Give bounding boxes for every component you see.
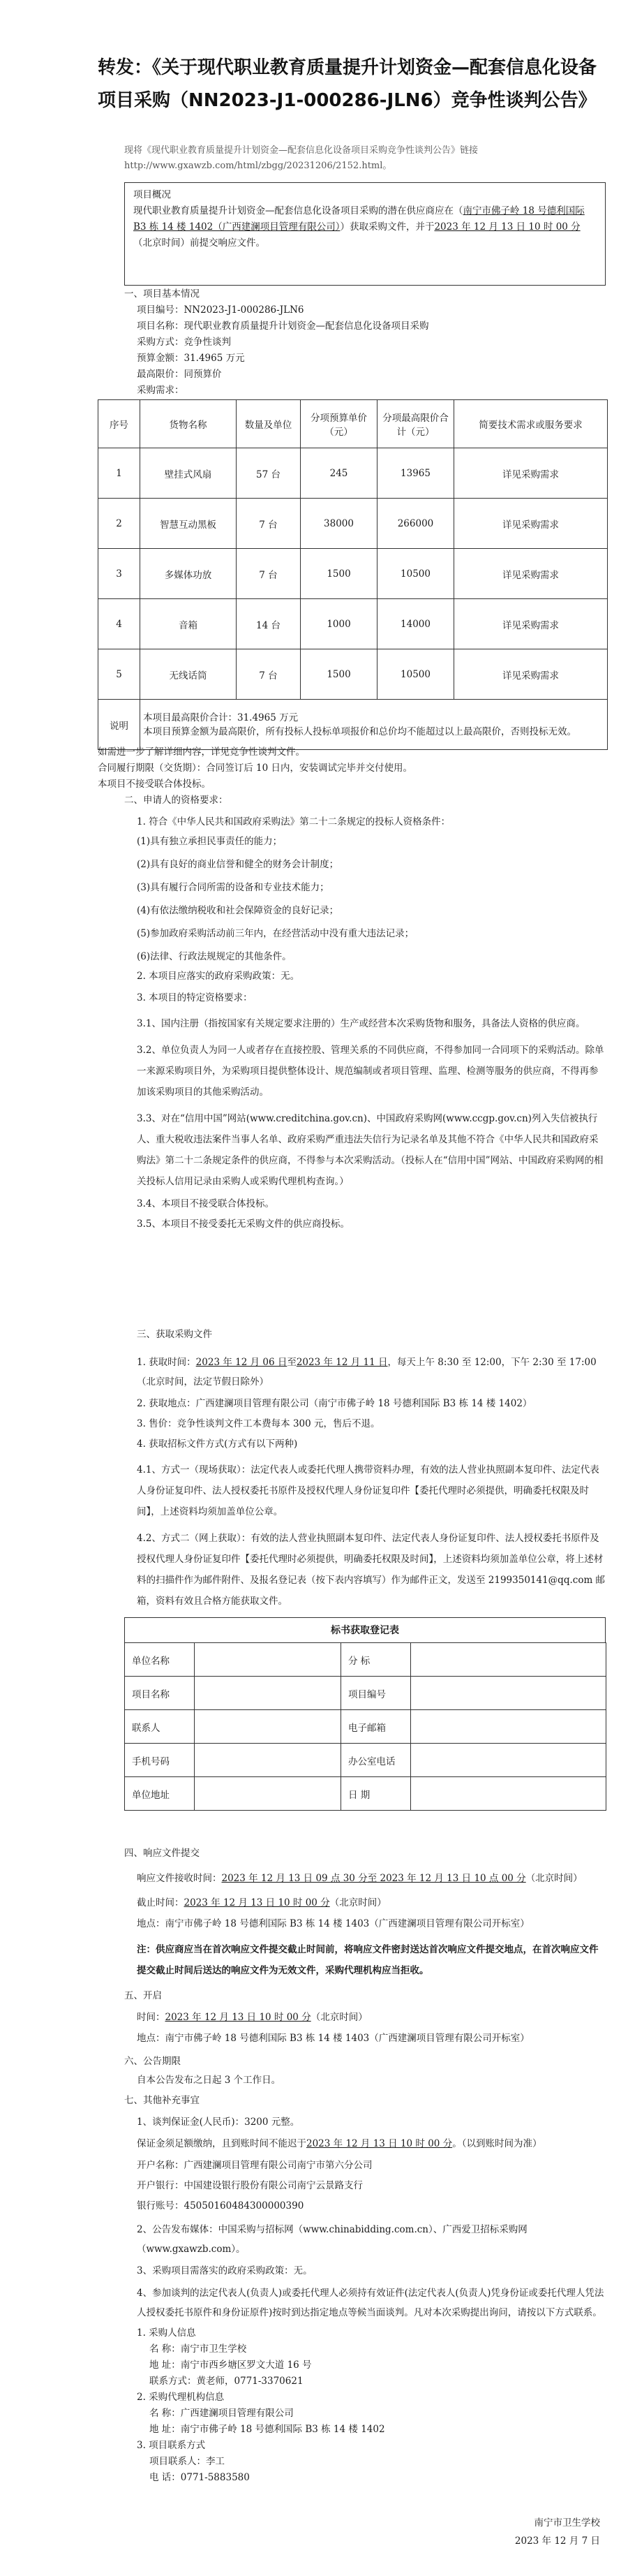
opening-time: 时间：2023 年 12 月 13 日 10 时 00 分（北京时间） — [137, 2012, 368, 2023]
cell: 14 台 — [237, 599, 301, 649]
section-6-heading: 六、公告期限 — [124, 2056, 181, 2067]
detail-note: 如需进一步了解详细内容，详见竞争性谈判文件。 — [98, 746, 305, 758]
req-subitem: (3)具有履行合同所需的设备和专业技术能力； — [137, 882, 329, 893]
form-label: 项目编号 — [341, 1677, 411, 1710]
req-subitem: (4)有依法缴纳税收和社会保障资金的良好记录； — [137, 905, 339, 916]
form-field-office-phone[interactable] — [411, 1744, 606, 1777]
media: 2、公告发布媒体：中国采购与招标网（www.chinabidding.com.cn）、广西爱卫招标采购网（www.gxawzb.com）。 — [137, 2224, 528, 2255]
table-row — [98, 649, 608, 700]
cell: 详见采购需求 — [454, 499, 608, 549]
form-field-lot[interactable] — [411, 1643, 606, 1677]
obtain-method: 4. 获取招标文件方式(方式有以下两种) — [137, 1438, 298, 1450]
form-label: 单位名称 — [125, 1643, 195, 1677]
section-5-heading: 五、开启 — [124, 1990, 162, 2001]
req-item: 3.4、本项目不接受联合体投标。 — [137, 1198, 274, 1209]
section-obtain-docs — [98, 1327, 607, 1612]
signature-org: 南宁市卫生学校 — [534, 2517, 600, 2529]
form-field-email[interactable] — [411, 1710, 606, 1744]
form-field-project-name[interactable] — [195, 1677, 341, 1710]
req-item: 3.5、本项目不接受委托无采购文件的供应商投标。 — [137, 1219, 350, 1230]
max-price: 最高限价：同预算价 — [137, 369, 222, 380]
cell: 5 — [98, 649, 140, 700]
project-contact-phone: 电 话：0771-5883580 — [149, 2472, 250, 2483]
project-contact-heading: 3. 项目联系方式 — [137, 2440, 206, 2451]
obtain-way-2: 4.2、方式二（网上获取）：有效的法人营业执照副本复印件、法定代表人身份证复印件、法人授权委托书原件及授权代理人身份证复印件【委托代理时必须提供，明确委托权限及时间】，上述资料均须加盖单位公章，将上述材料的扫描件作为邮件附件、及报名登记表（按下表内容填写）作为邮件正文，发送至 2199350141@qq.com 邮箱，资料有效且合格方能获取文件。 — [137, 1533, 606, 1607]
note-label: 说明 — [98, 700, 140, 750]
req-item: 1. 符合《中华人民共和国政府采购法》第二十二条规定的投标人资格条件： — [137, 816, 451, 827]
cell: 10500 — [377, 649, 454, 700]
registration-form-title: 标书获取登记表 — [124, 1617, 606, 1642]
overview-deadline: 2023 年 12 月 13 日 10 时 00 分 — [434, 221, 581, 233]
form-row — [125, 1643, 606, 1677]
form-label: 单位地址 — [125, 1777, 195, 1811]
form-label: 日 期 — [341, 1777, 411, 1811]
procurement-needs: 采购需求： — [137, 385, 184, 396]
form-field-mobile[interactable] — [195, 1744, 341, 1777]
obtain-way-1: 4.1、方式一（现场获取）：法定代表人或委托代理人携带资料办理，有效的法人营业执照副本复印件、法定代表人身份证复印件、法人授权委托书原件及授权代理人身份证复印件【委托代理时必须提供，明确委托权限及时间】，上述资料均须加盖单位公章。 — [137, 1464, 599, 1517]
page-title: 转发：《关于现代职业教育质量提升计划资金—配套信息化设备项目采购（NN2023-J1-000286-JLN6）竞争性谈判公告》 — [98, 57, 597, 111]
cell: 详见采购需求 — [454, 448, 608, 499]
section-submission — [98, 1846, 607, 2486]
section-3-heading: 三、获取采购文件 — [137, 1329, 212, 1340]
form-label: 分 标 — [341, 1643, 411, 1677]
req-subitem: (2)具有良好的商业信誉和健全的财务会计制度； — [137, 859, 339, 870]
req-subitem: (1)具有独立承担民事责任的能力； — [137, 836, 283, 847]
form-row — [125, 1777, 606, 1811]
project-overview-box — [124, 182, 606, 286]
registration-form — [124, 1617, 606, 1811]
table-header-row — [98, 400, 608, 448]
cell: 3 — [98, 549, 140, 599]
project-name: 项目名称：现代职业教育质量提升计划资金—配套信息化设备项目采购 — [137, 321, 429, 332]
col-header: 简要技术需求或服务要求 — [454, 400, 608, 448]
section-1-heading: 一、项目基本情况 — [124, 288, 200, 300]
form-label: 项目名称 — [125, 1677, 195, 1710]
buyer-contact: 联系方式：黄老师，0771-3370621 — [149, 2376, 304, 2387]
form-field-contact[interactable] — [195, 1710, 341, 1744]
overview-address: 南宁市佛子岭 18 号德利国际 B3 栋 14 楼 1402（广西建澜项目管理有限公司） — [133, 205, 585, 233]
cell: 无线话筒 — [140, 649, 237, 700]
col-header: 序号 — [98, 400, 140, 448]
form-row — [125, 1677, 606, 1710]
cell: 7 台 — [237, 649, 301, 700]
cell: 7 台 — [237, 499, 301, 549]
section-7-heading: 七、其他补充事宜 — [124, 2095, 200, 2106]
negotiation-note: 4、参加谈判的法定代表人(负责人)或委托代理人必须持有效证件(法定代表人(负责人)凭身份证或委托代理人凭法人授权委托书原件和身份证原件)按时到达指定地点等候当面谈判。凡对本次采购提出询问，请按以下方式联系。 — [137, 2288, 604, 2318]
table-row — [98, 599, 608, 649]
form-label: 联系人 — [125, 1710, 195, 1744]
buyer-address: 地 址：南宁市西乡塘区罗文大道 16 号 — [149, 2360, 312, 2371]
agent-name: 名 称：广西建澜项目管理有限公司 — [149, 2408, 294, 2419]
cell: 13965 — [377, 448, 454, 499]
cell: 详见采购需求 — [454, 649, 608, 700]
section-basic-info — [98, 286, 607, 399]
cell: 详见采购需求 — [454, 599, 608, 649]
cell: 266000 — [377, 499, 454, 549]
cell: 2 — [98, 499, 140, 549]
submission-place: 地点：南宁市佛子岭 18 号德利国际 B3 栋 14 楼 1403（广西建澜项目管理有限公司开标室） — [137, 1918, 530, 1929]
joint-bid-note: 本项目不接受联合体投标。 — [98, 779, 211, 790]
origin-link-text: 现将《现代职业教育质量提升计划资金—配套信息化设备项目采购竞争性谈判公告》链接 http://www.gxawzb.com/html/zbgg/20231206/2152.html。 — [124, 145, 479, 171]
account-number: 银行账号：45050160484300000390 — [137, 2200, 304, 2211]
req-item: 3.1、国内注册（指按国家有关规定要求注册的）生产或经营本次采购货物和服务，具备法人资格的供应商。 — [137, 1018, 585, 1029]
submission-window: 响应文件接收时间：2023 年 12 月 13 日 09 点 30 分至 2023 年 12 月 13 日 10 点 00 分（北京时间） — [137, 1873, 583, 1884]
cell: 57 台 — [237, 448, 301, 499]
deposit-deadline: 保证金须足额缴纳，且到账时间不能迟于2023 年 12 月 13 日 10 时 00 分。（以到账时间为准） — [137, 2138, 542, 2149]
buyer-heading: 1. 采购人信息 — [137, 2327, 196, 2339]
cell: 1500 — [301, 549, 377, 599]
col-header: 货物名称 — [140, 400, 237, 448]
col-header: 分项最高限价合计（元） — [377, 400, 454, 448]
col-header: 数量及单位 — [237, 400, 301, 448]
cell: 智慧互动黑板 — [140, 499, 237, 549]
submission-warning: 注：供应商应当在首次响应文件提交截止时间前，将响应文件密封送达首次响应文件提交地点，在首次响应文件提交截止时间后送达的响应文件为无效文件，采购代理机构应当拒收。 — [137, 1944, 599, 1976]
form-label: 电子邮箱 — [341, 1710, 411, 1744]
table-row — [98, 499, 608, 549]
section-2-heading: 二、申请人的资格要求： — [124, 795, 228, 806]
cell: 1 — [98, 448, 140, 499]
cell: 音箱 — [140, 599, 237, 649]
signature-date: 2023 年 12 月 7 日 — [514, 2535, 600, 2547]
form-row — [125, 1744, 606, 1777]
cell: 7 台 — [237, 549, 301, 599]
project-contact-name: 项目联系人：李工 — [149, 2456, 225, 2467]
form-field-project-number[interactable] — [411, 1677, 606, 1710]
form-label: 手机号码 — [125, 1744, 195, 1777]
signature-block — [447, 2514, 600, 2550]
agent-address: 地 址：南宁市佛子岭 18 号德利国际 B3 栋 14 楼 1402 — [149, 2424, 385, 2435]
form-label: 办公室电话 — [341, 1744, 411, 1777]
project-number: 项目编号：NN2023-J1-000286-JLN6 — [137, 304, 304, 316]
requirements-table-wrap — [98, 399, 608, 750]
overview-heading: 项目概况 — [133, 189, 171, 200]
section-4-heading: 四、响应文件提交 — [124, 1848, 200, 1859]
req-subitem: (5)参加政府采购活动前三年内，在经营活动中没有重大违法记录； — [137, 928, 414, 939]
cell: 1000 — [301, 599, 377, 649]
cell: 壁挂式风扇 — [140, 448, 237, 499]
req-item: 3. 本项目的特定资格要求： — [137, 992, 253, 1003]
submission-deadline: 截止时间：2023 年 12 月 13 日 10 时 00 分（北京时间） — [137, 1897, 387, 1908]
cell: 4 — [98, 599, 140, 649]
req-item: 3.3、对在“信用中国”网站(www.creditchina.gov.cn)、中国政府采购网(www.ccgp.gov.cn)列入失信被执行人、重大税收违法案件当事人名单、政府采购严重违法失信行为记录名单及其他不符合《中华人民共和国政府采购法》第二十二条规定条件的供应商，不得参与本次采购活动。（投标人在“信用中国”网站、中国政府采购网的相关投标人信用记录由采购人或采购代理机构查询。） — [137, 1113, 604, 1187]
procurement-method: 采购方式：竞争性谈判 — [137, 337, 231, 348]
table-row — [98, 549, 608, 599]
requirements-table — [98, 399, 608, 750]
form-field-address[interactable] — [195, 1777, 341, 1811]
agent-heading: 2. 采购代理机构信息 — [137, 2392, 225, 2403]
budget-amount: 预算金额：31.4965 万元 — [137, 353, 245, 364]
table-row — [98, 448, 608, 499]
cell: 1500 — [301, 649, 377, 700]
form-field-unit-name[interactable] — [195, 1643, 341, 1677]
cell: 详见采购需求 — [454, 549, 608, 599]
opening-place: 地点：南宁市佛子岭 18 号德利国际 B3 栋 14 楼 1403（广西建澜项目管理有限公司开标室） — [137, 2033, 530, 2044]
cell: 245 — [301, 448, 377, 499]
note-text: 本项目最高限价合计：31.4965 万元 本项目预算金额为最高限价，所有投标人投标单项报价和总价均不能超过以上最高限价，否则投标无效。 — [140, 700, 608, 750]
form-field-date[interactable] — [411, 1777, 606, 1811]
req-sublist — [98, 830, 607, 969]
col-header: 分项预算单价（元） — [301, 400, 377, 448]
cell: 38000 — [301, 499, 377, 549]
account-name: 开户名称：广西建澜项目管理有限公司南宁市第六分公司 — [137, 2160, 373, 2171]
notice-period: 自本公告发布之日起 3 个工作日。 — [137, 2075, 281, 2086]
contract-term: 合同履行期限（交货期）：合同签订后 10 日内，安装调试完毕并交付使用。 — [98, 763, 413, 774]
form-row — [125, 1710, 606, 1744]
table-note-row — [98, 700, 608, 750]
cell: 14000 — [377, 599, 454, 649]
buyer-name: 名 称：南宁市卫生学校 — [149, 2343, 247, 2355]
cell: 多媒体功放 — [140, 549, 237, 599]
obtain-time: 1. 获取时间：2023 年 12 月 06 日至2023 年 12 月 11 日，每天上午 8:30 至 12:00，下午 2:30 至 17:00（北京时间，法定节假日除外） — [137, 1357, 597, 1388]
cell: 10500 — [377, 549, 454, 599]
section-qualification — [98, 744, 607, 1232]
req-item: 2. 本项目应落实的政府采购政策：无。 — [137, 971, 300, 982]
obtain-fee: 3. 售价：竞争性谈判文件工本费每本 300 元，售后不退。 — [137, 1418, 380, 1429]
deposit: 1、谈判保证金(人民币)：3200 元整。 — [137, 2117, 300, 2128]
req-subitem: (6)法律、行政法规规定的其他条件。 — [137, 951, 292, 962]
obtain-place: 2. 获取地点：广西建澜项目管理有限公司（南宁市佛子岭 18 号德利国际 B3 栋 14 楼 1402） — [137, 1398, 532, 1409]
req-item: 3.2、单位负责人为同一人或者存在直接控股、管理关系的不同供应商，不得参加同一合同项下的采购活动。除单一来源采购项目外，为采购项目提供整体设计、规范编制或者项目管理、监理、检测等服务的供应商，不得再参加该采购项目的其他采购活动。 — [137, 1045, 604, 1098]
policy: 3、采购项目需落实的政府采购政策：无。 — [137, 2265, 313, 2276]
overview-text: 现代职业教育质量提升计划资金—配套信息化设备项目采购的潜在供应商应在（南宁市佛子岭 18 号德利国际 B3 栋 14 楼 1402（广西建澜项目管理有限公司））获取采购文件，并于2023 年 12 月 13 日 10 时 00 分（北京时间）前提交响应文件。 — [133, 205, 585, 249]
account-bank: 开户银行：中国建设银行股份有限公司南宁云景路支行 — [137, 2180, 363, 2191]
